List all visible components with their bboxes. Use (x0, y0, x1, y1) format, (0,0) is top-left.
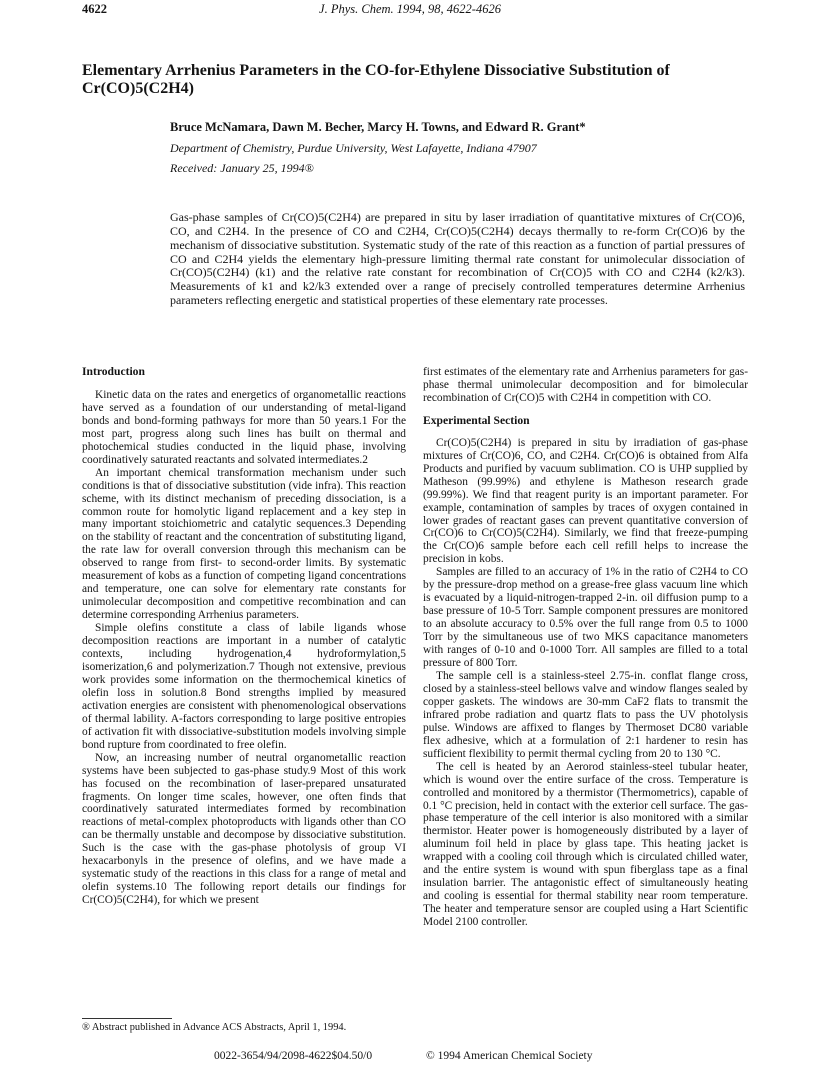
article-title: Elementary Arrhenius Parameters in the CO-for-Ethylene Dissociative Substitution of Cr(CO)5(C2H4) (82, 62, 670, 97)
intro-paragraph-1: Kinetic data on the rates and energetics of organometallic reactions have served as a foundation of our understanding of metal-ligand bonds and bond-forming pathways for more than 50 years.1 For the most part, progress along such lines has built on thermal and photochemical studies conducted in the liquid phase, involving coordinatively saturated reactants and solvated intermediates.2 (82, 388, 406, 466)
experimental-paragraph-2: Samples are filled to an accuracy of 1% in the ratio of C2H4 to CO by the pressure-drop method on a grease-free glass vacuum line which is evacuated by a liquid-nitrogen-trapped 2-in. oil diffusion pump to a base pressure of 10-5 Torr. Sample component pressures are monitored to an absolute accuracy to 0.5% over the full range from 0.5 to 1000 Torr by the simultaneous use of two MKS capacitance manometers with ranges of 0-10 and 0-1000 Torr. All samples are filled to a total pressure of 800 Torr. (423, 566, 748, 670)
experimental-paragraph-3: The sample cell is a stainless-steel 2.75-in. conflat flange cross, closed by a stainless-steel bellows valve and window flanges sealed by copper gaskets. The windows are 30-mm CaF2 flats to transmit the infrared probe radiation and quartz flats to pass the UV photolysis pulse. Windows are affixed to flanges by Thermoset DC80 variable flex adhesive, which at a formulation of 2:1 hardener to resin has sufficient flexibility to permit thermal cycling from 20 to 130 °C. (423, 669, 748, 760)
left-column (82, 366, 406, 907)
running-head (0, 2, 820, 17)
experimental-heading: Experimental Section (423, 413, 530, 427)
page-number: 4622 (82, 2, 107, 16)
intro-continuation: first estimates of the elementary rate and Arrhenius parameters for gas-phase thermal unimolecular decomposition and for bimolecular recombination of Cr(CO)5 with C2H4 in competition with CO. (423, 366, 748, 404)
author-list: Bruce McNamara, Dawn M. Becher, Marcy H. Towns, and Edward R. Grant* (170, 120, 586, 134)
intro-paragraph-3: Simple olefins constitute a class of labile ligands whose decomposition reactions are important in a number of catalytic contexts, including hydrogenation,4 hydroformylation,5 isomerization,6 and polymerization.7 Though not extensive, previous work provides some information on the thermochemical kinetics of olefin loss in solution.8 Bond strengths implied by measured activation energies are consistent with phenomenological observations of thermal lability. A-factors corresponding to large positive entropies of activation fit with dissociative-substitution models involving simple bond rupture from coordinated to free olefin. (82, 622, 406, 751)
running-head-text: J. Phys. Chem. 1994, 98, 4622-4626 (319, 2, 501, 16)
intro-paragraph-4: Now, an increasing number of neutral organometallic reaction systems have been subjected to gas-phase study.9 Most of this work has focused on the recombination of laser-prepared unsaturated fragments. On longer time scales, however, one often finds that coordinatively saturated intermediates formed by recombination reactions of metal-complex photoproducts with ligands other than CO can be thermally unstable and decompose by dissociative substitution. Such is the case with the gas-phase photolysis of group VI hexacarbonyls in the presence of olefins, and we have made a systematic study of the reactions in this class for a range of metal and olefin systems.10 The following report details our findings for Cr(CO)5(C2H4), for which we present (82, 751, 406, 907)
copyright: © 1994 American Chemical Society (426, 1050, 593, 1062)
right-column (423, 366, 748, 929)
experimental-paragraph-1: Cr(CO)5(C2H4) is prepared in situ by irradiation of gas-phase mixtures of Cr(CO)6, CO, and C2H4. Cr(CO)6 is obtained from Alfa Products and purified by vacuum sublimation. CO is UHP supplied by Matheson (99.99%) and ethylene is Matheson research grade (99.99%). We find that reagent purity is an important parameter. For example, contamination of samples by traces of oxygen contained in lower grades of reactant gases can prevent quantitative conversion of Cr(CO)6 to Cr(CO)5(C2H4). Similarly, we find that freeze-pumping the Cr(CO)6 sample before each cell refill helps to increase the precision in kobs. (423, 436, 748, 566)
article-code: 0022-3654/94/2098-4622$04.50/0 (214, 1050, 373, 1062)
footnote: ® Abstract published in Advance ACS Abstracts, April 1, 1994. (82, 1022, 347, 1033)
received-date: Received: January 25, 1994® (170, 161, 314, 175)
affiliation: Department of Chemistry, Purdue University, West Lafayette, Indiana 47907 (170, 141, 537, 155)
introduction-heading: Introduction (82, 365, 145, 378)
intro-paragraph-2: An important chemical transformation mechanism under such conditions is that of dissociative substitution (vide infra). This reaction scheme, with its distinct mechanism of preceding dissociation, is a common route for homolytic ligand replacement and a key step in many important stoichiometric and catalytic sequences.3 Depending on the stability of reactant and the concentration of substituting ligand, the rate law for overall conversion through this mechanism can be observed to range from first- to second-order limits. By systematic measurement of kobs as a function of competing ligand concentrations and temperature, one can solve for elementary rate constants for unimolecular decomposition and competitive recombination and can determine corresponding Arrhenius parameters. (82, 466, 406, 622)
abstract: Gas-phase samples of Cr(CO)5(C2H4) are prepared in situ by laser irradiation of quantitative mixtures of Cr(CO)6, CO, and C2H4. In the presence of CO and C2H4, Cr(CO)5(C2H4) decays thermally to re-form Cr(CO)6 by the mechanism of dissociative substitution. Systematic study of the rate of this reaction as a function of partial pressures of CO and C2H4 yields the elementary high-pressure limiting thermal rate constant for unimolecular dissociation of Cr(CO)5(C2H4) (k1) and the relative rate constant for recombination of Cr(CO)5 with CO and C2H4 (k2/k3). Measurements of k1 and k2/k3 extended over a range of precisely controlled temperatures determine Arrhenius parameters reflecting energetic and statistical properties of these elementary rate processes. (170, 210, 745, 308)
experimental-paragraph-4: The cell is heated by an Aerorod stainless-steel tubular heater, which is wound over the entire surface of the cross. Temperature is controlled and monitored by a thermistor (Thermometrics), capable of 0.1 °C precision, held in contact with the exterior cell surface. The gas-phase temperature of the cell interior is also monitored with a similar thermistor. Heater power is homogeneously distributed by a layer of aluminum foil held in place by glass tape. This heating jacket is wrapped with a cooling coil through which is circulated chilled water, and the entire system is wound with spun fiberglass tape as a final insulation barrier. The antagonistic effect of simultaneously heating and cooling is essential for thermal stability near room temperature. The heater and temperature sensor are coupled using a Hart Scientific Model 2100 controller. (423, 760, 748, 929)
footnote-divider (82, 1018, 172, 1019)
